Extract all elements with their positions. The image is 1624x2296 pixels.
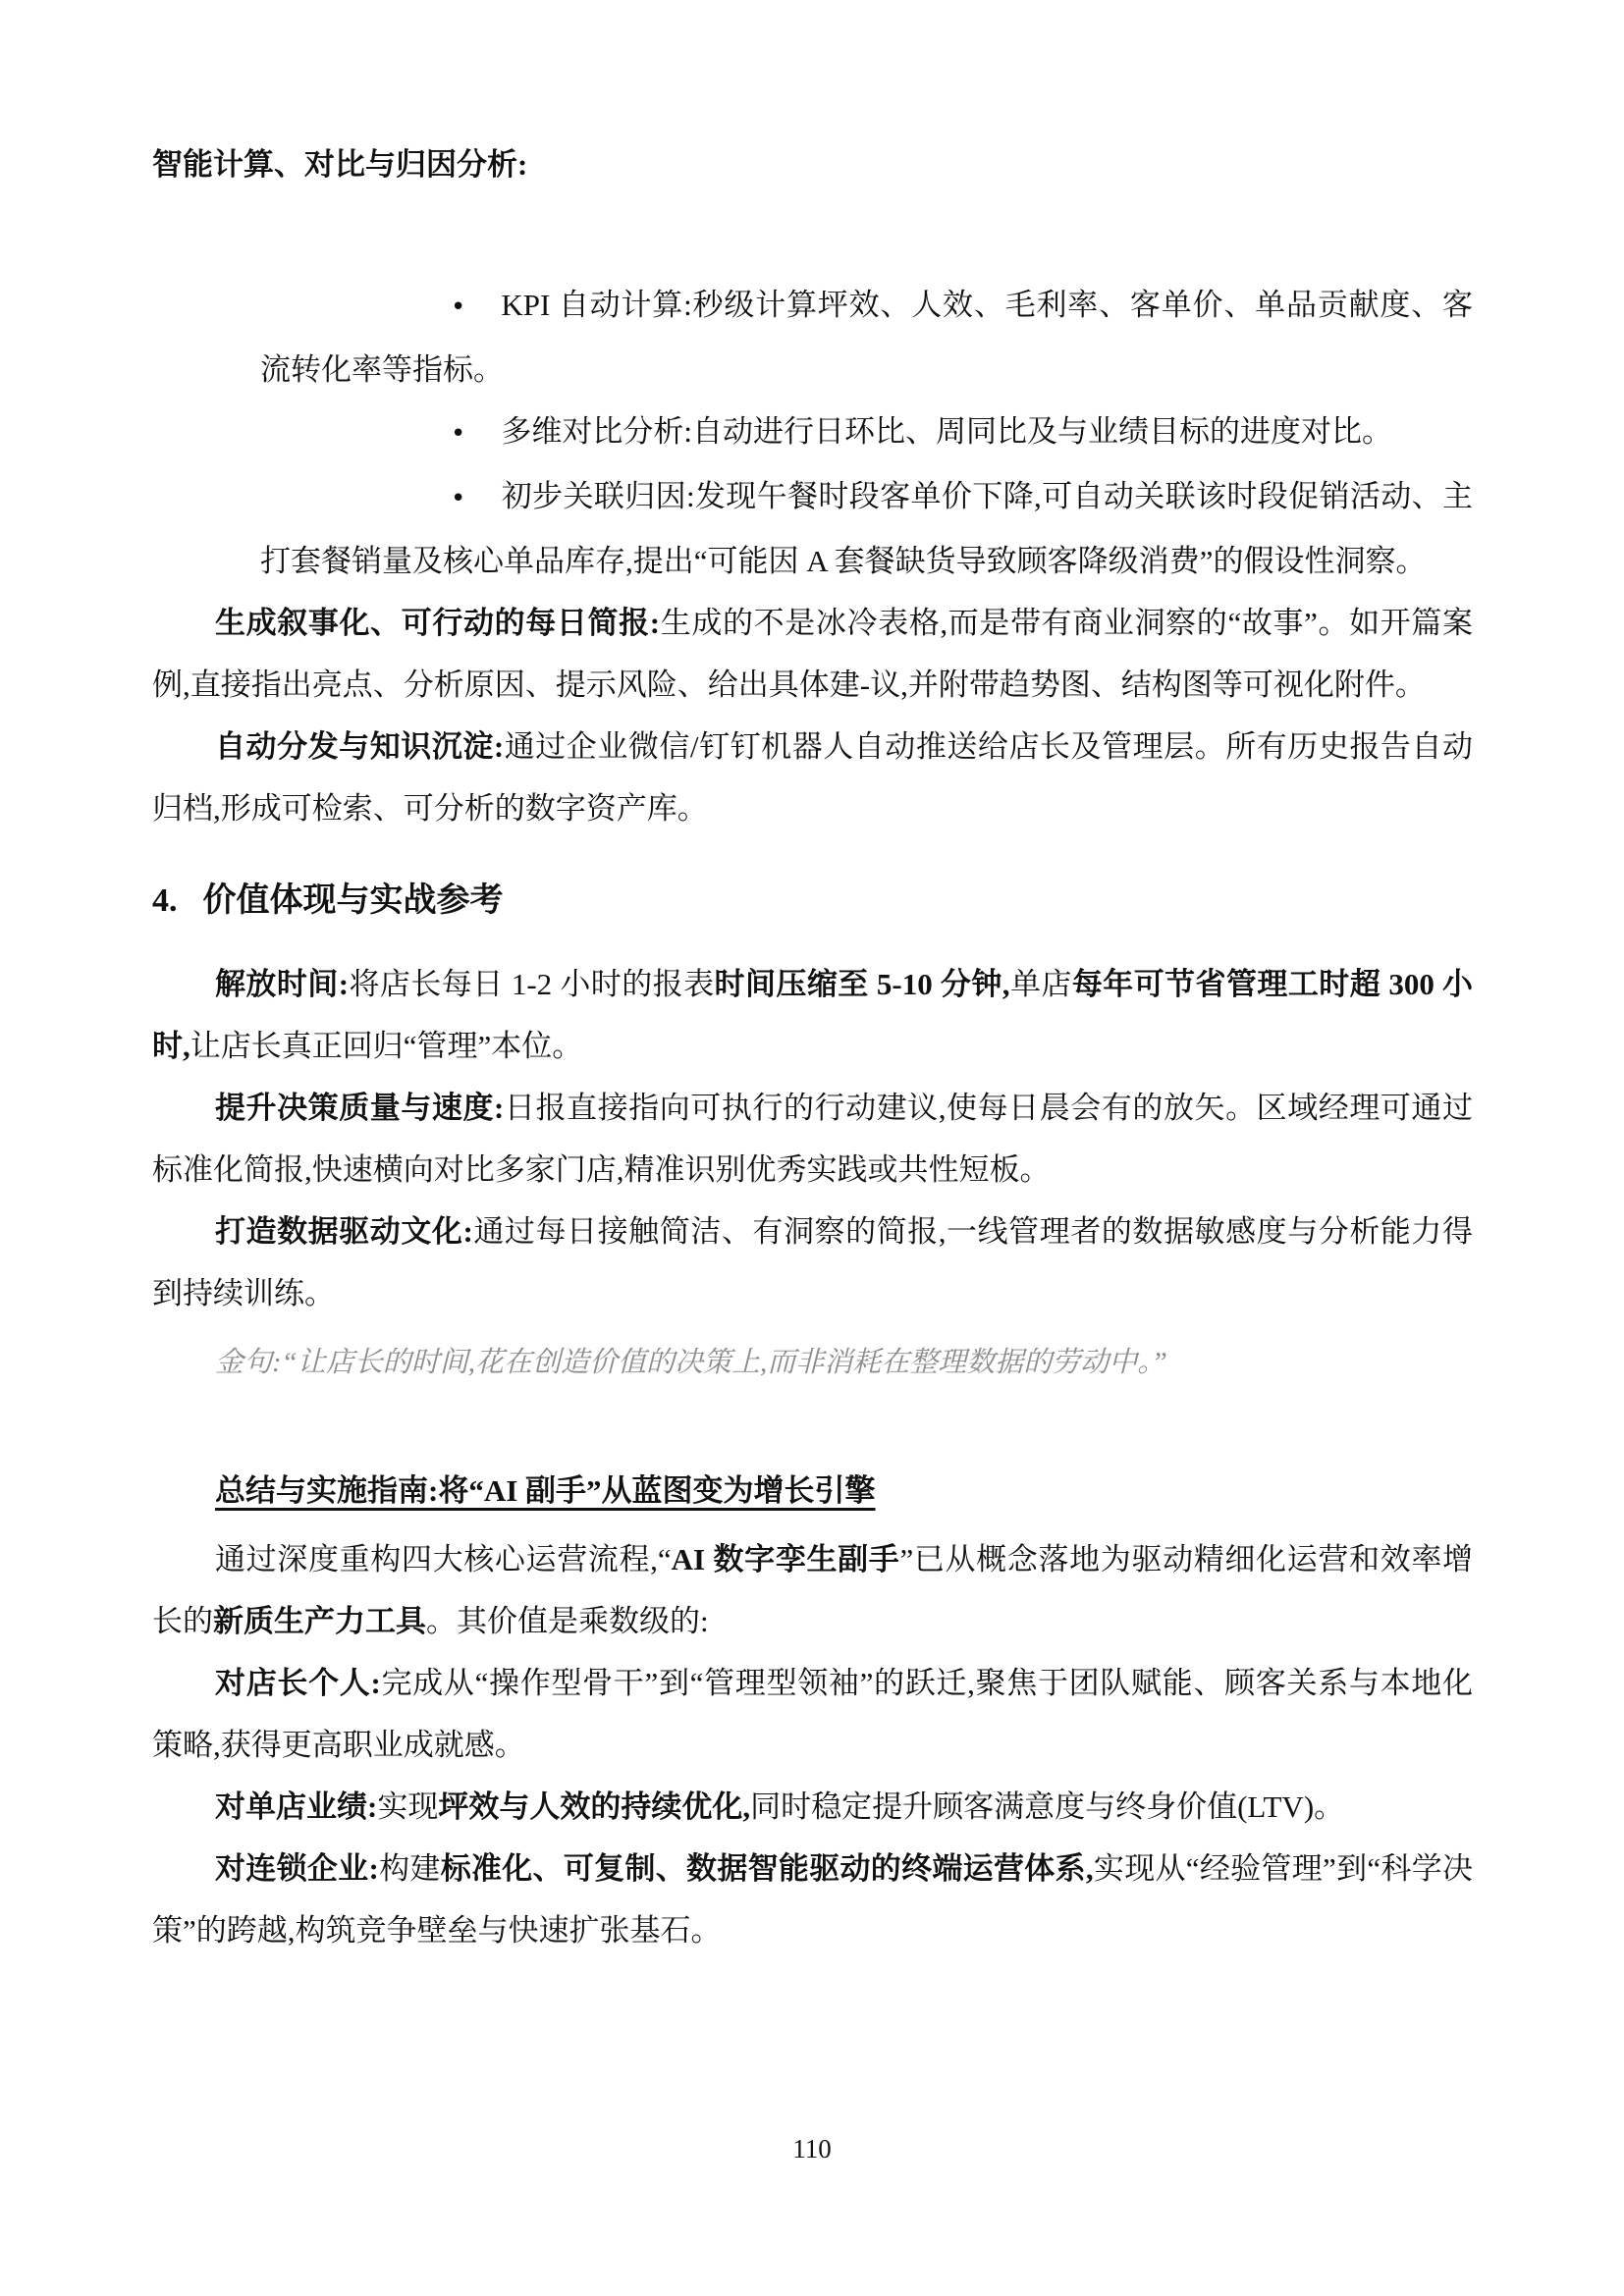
bullet-text [501,414,1392,449]
text-run: 完成从“操作型骨干”到“管理型领袖”的跃迁,聚焦于团队赋能、顾客关系与本地化策略,获得更高职业成就感。 [152,1666,1473,1762]
text-run: 对店长个人: [215,1666,381,1700]
text-run: 对连锁企业: [215,1851,379,1886]
paragraph-decision-quality [152,1077,1473,1201]
bullet-list [152,274,1473,592]
text-run: AI 数字孪生副手 [671,1542,900,1576]
golden-quote: 金句:“让店长的时间,花在创造价值的决策上,而非消耗在整理数据的劳动中。” [215,1347,1167,1378]
bullet-item [152,400,1473,465]
text-run: 通过深度重构四大核心运营流程,“ [215,1542,672,1576]
text-run: 日报直接指向可执行的行动建议,使每日晨会有的放矢。区域经理可通过标准化简报,快速横向对比多家门店,精准识别优秀实践或共性短板。 [152,1091,1473,1187]
bullet-item [152,274,1473,400]
summary-heading [152,1460,1473,1522]
text-run: 打造数据驱动文化: [215,1214,473,1249]
chapter-heading-value [152,867,1473,935]
text-run: 提升决策质量与速度: [215,1091,505,1125]
paragraph-summary-intro [152,1528,1473,1652]
text-run: 自动分发与知识沉淀: [215,729,505,764]
paragraph-time-saving [152,953,1473,1077]
paragraph-for-store [152,1776,1473,1838]
paragraph-for-chain [152,1838,1473,1961]
chapter-title: 价值体现与实战参考 [202,882,504,919]
text-run: 通过每日接触简洁、有洞察的简报,一线管理者的数据敏感度与分析能力得到持续训练。 [152,1214,1473,1310]
text-run: 每年可节省管理工时超 300 小时, [152,967,1474,1063]
text-run: 同时稳定提升顾客满意度与终身价值(LTV)。 [750,1789,1345,1824]
bullet-icon: • [451,419,466,449]
text-run: 生成的不是冰冷表格,而是带有商业洞察的“故事”。如开篇案例,直接指出亮点、分析原因、提示风险、给出具体建-议,并附带趋势图、结构图等可视化附件。 [152,606,1473,702]
paragraph-daily-briefing [152,592,1473,716]
page-number: 110 [792,2134,832,2163]
paragraph-auto-distribution [152,716,1473,839]
text-run: 将店长每日 1-2 小时的报表 [349,967,715,1001]
text-run: 实现 [377,1789,439,1824]
text-run: 智能计算、对比与归因分析: [152,147,528,182]
bullet-icon: • [451,293,466,322]
text-run: 对单店业绩: [215,1789,378,1824]
paragraph-data-culture [152,1201,1473,1324]
text-run: 多维对比分析:自动进行日环比、周同比及与业绩目标的进度对比。 [501,414,1392,449]
summary-heading-text: 总结与实施指南:将“AI 副手”从蓝图变为增长引擎 [215,1473,876,1508]
chapter-number: 4. [152,882,178,919]
text-run: 。其价值是乘数级的: [426,1604,709,1638]
paragraph-for-manager [152,1652,1473,1776]
text-run: 初步关联归因:发现午餐时段客单价下降,可自动关联该时段促销活动、主打套餐销量及核心单品库存,提出“可能因 A 套餐缺货导致顾客降级消费”的假设性洞察。 [260,479,1473,578]
text-run: 新质生产力工具 [213,1604,426,1638]
text-run: 构建 [378,1851,441,1886]
text-run: 时间压缩至 5-10 分钟, [714,967,1010,1001]
bullet-item [152,465,1473,592]
text-run: 坪效与人效的持续优化, [438,1789,751,1824]
text-run: 生成叙事化、可行动的每日简报: [215,606,661,640]
section-heading-analysis [152,133,1473,195]
text-run: 单店 [1009,967,1072,1001]
text-run: ”已从概念落地为驱动精细化运营和 [899,1542,1380,1576]
text-run: KPI 自动计算:秒级计算坪效、人效、毛利率、客单价、单品贡献度、客流转化率等指标。 [260,288,1473,387]
text-run: 让店长真正回归“管理”本位。 [189,1029,583,1063]
text-run: 解放时间: [215,967,350,1001]
text-run: 标准化、可复制、数据智能驱动的终端运营体系, [440,1851,1094,1886]
text-run: 效率增长的 [152,1542,1473,1638]
text-run: 通过企业微信/钉钉机器人自动推送给店长及管理层。所有历史报告自动归档,形成可检索、可分析的数字资产库。 [152,729,1473,826]
text-run: 实现从“经验管理”到“科学决策”的跨越,构筑竞争壁垒与快速扩张基石。 [152,1851,1474,1948]
bullet-icon: • [451,484,466,513]
